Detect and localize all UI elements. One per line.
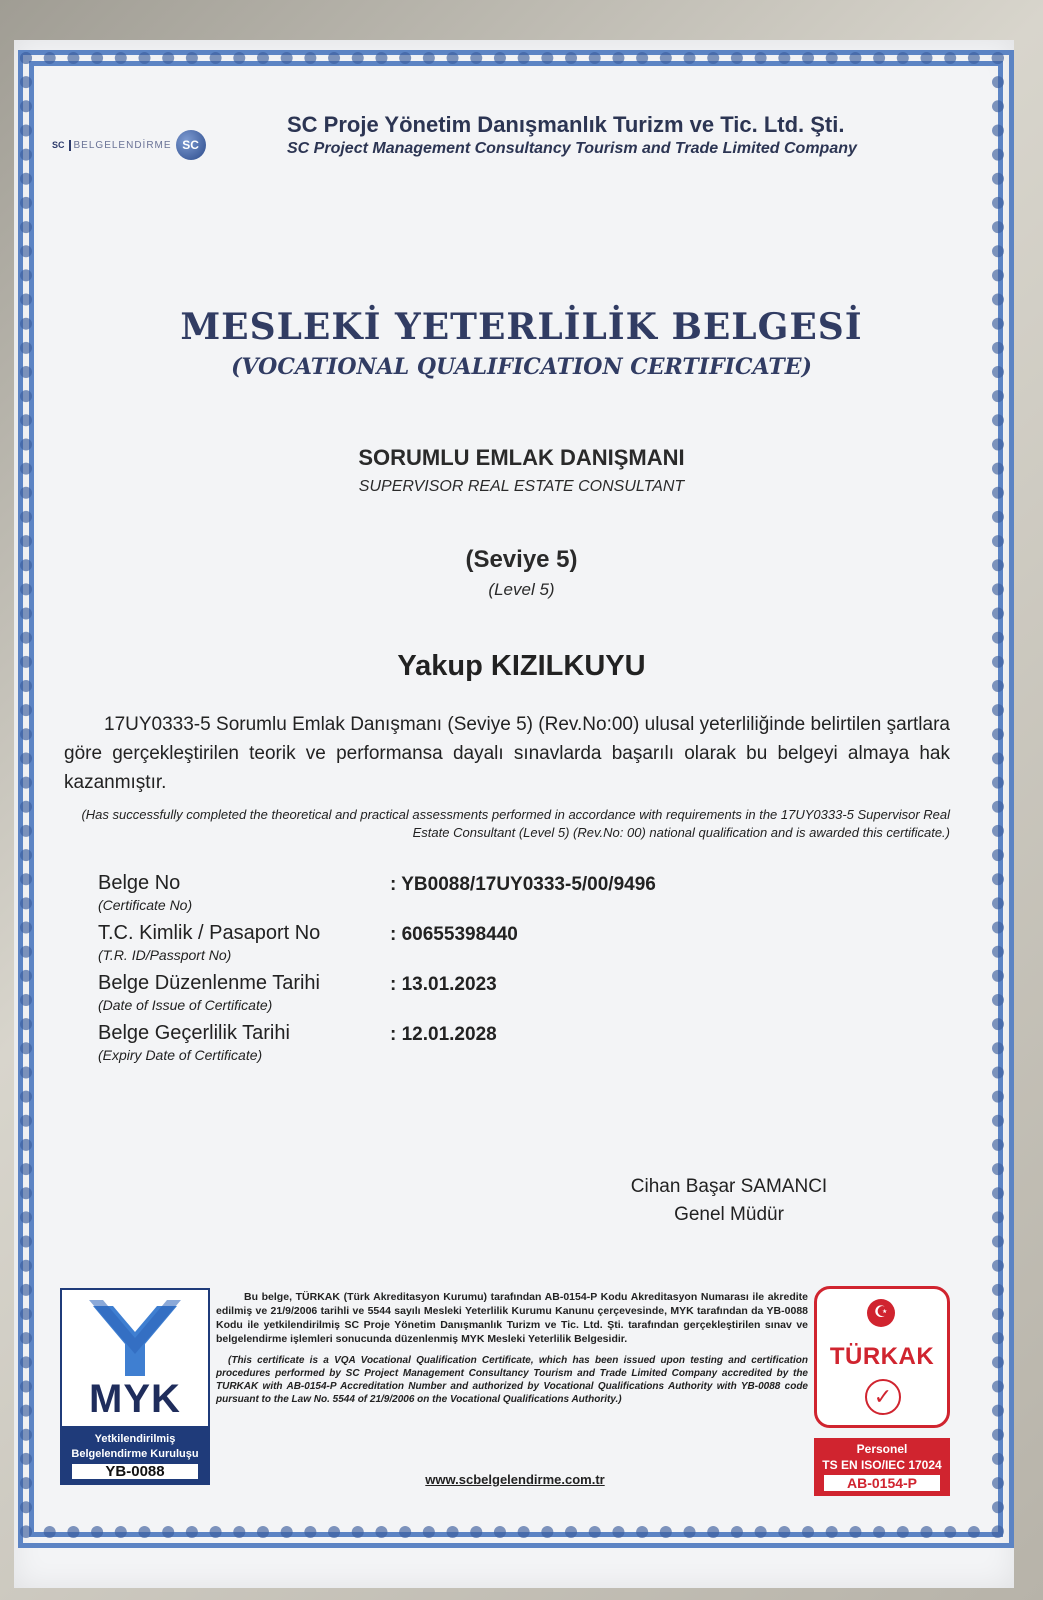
field-label: Belge No (98, 872, 181, 894)
certificate-fields (98, 872, 918, 1072)
certificate-title-tr: MESLEKİ YETERLİLİK BELGESİ (180, 306, 863, 348)
company-name-tr: SC Proje Yönetim Danışmanlık Turizm ve Tic. Ltd. Şti. (287, 112, 845, 137)
field-value: : 60655398440 (390, 924, 518, 945)
level-en: (Level 5) (488, 580, 555, 599)
field-value: : 13.01.2023 (390, 974, 497, 995)
turkak-word: TÜRKAK (829, 1343, 935, 1370)
website-link[interactable]: www.scbelgelendirme.com.tr (425, 1472, 605, 1487)
myk-caption-line2: Belgelendirme Kuruluşu (71, 1448, 199, 1460)
logo-sc-icon: SC (176, 130, 206, 160)
field-certificate-no (98, 872, 918, 922)
crescent-star-icon: ☪ (867, 1299, 895, 1327)
myk-emblem (60, 1288, 210, 1428)
field-label: Belge Düzenlenme Tarihi (98, 972, 320, 994)
company-header (287, 112, 947, 158)
signatory-name: Cihan Başar SAMANCI (630, 1176, 828, 1197)
level-tr: (Seviye 5) (465, 546, 578, 573)
turkak-caption-line2: TS EN ISO/IEC 17024 (822, 1458, 942, 1472)
field-label: Belge Geçerlilik Tarihi (98, 1022, 290, 1044)
statement-en: (Has successfully completed the theoretical and practical assessments performed in accordance with requirements in the 17UY0333-5 Supervisor Real Estate Consultant (Level 5) (Rev.No: 00) national qualification and is awarded this certificate.) (81, 807, 950, 840)
myk-word: MYK (89, 1377, 181, 1421)
field-label: T.C. Kimlik / Pasaport No (98, 922, 321, 944)
myk-logo (60, 1288, 210, 1496)
turkak-logo (814, 1286, 950, 1496)
field-sublabel: (Certificate No) (98, 897, 193, 913)
myk-y-icon (85, 1298, 185, 1378)
company-name-en: SC Project Management Consultancy Tourism and Trade Limited Company (287, 140, 857, 157)
logo-sc-text: SC (52, 140, 65, 150)
holder-name: Yakup KIZILKUYU (397, 650, 646, 682)
field-value: : YB0088/17UY0333-5/00/9496 (390, 874, 656, 895)
turkak-code: AB-0154-P (822, 1473, 942, 1493)
field-sublabel: (T.R. ID/Passport No) (98, 947, 232, 963)
field-issue-date (98, 972, 918, 1022)
turkak-caption (814, 1438, 950, 1496)
field-value: : 12.01.2028 (390, 1024, 497, 1045)
signatory-role: Genel Müdür (674, 1204, 784, 1225)
field-sublabel: (Expiry Date of Certificate) (98, 1047, 263, 1063)
myk-caption-line1: Yetkilendirilmiş (94, 1433, 176, 1445)
turkak-badge (814, 1286, 950, 1428)
certificate-title-en: (VOCATIONAL QUALIFICATION CERTIFICATE) (231, 354, 812, 380)
field-id-no (98, 922, 918, 972)
statement-tr: 17UY0333-5 Sorumlu Emlak Danışmanı (Seviye 5) (Rev.No:00) ulusal yeterliliğinde belirtilen şartlara göre gerçekleştirilen teorik ve performansa dayalı sınavlarda başarılı olarak bu belgeyi almaya hak kazanmıştır. (64, 714, 950, 793)
myk-caption (60, 1428, 210, 1485)
checkmark-icon: ✓ (865, 1379, 901, 1415)
sc-belgelendirme-logo (52, 128, 206, 162)
qualification-tr: SORUMLU EMLAK DANIŞMANI (358, 445, 685, 470)
accreditation-text-en: (This certificate is a VQA Vocational Qualification Certificate, which has been issued upon testing and certification procedures performed by SC Project Management Consultancy Tourism and Trade Limited Company accredited by the TURKAK with AB-0154-P Accreditation Number and authorized by Vocational Qualifications Authority with YB-0088 code pursuant to the Law No. 5544 of 21/9/2006 on the Vocational Qualifications Authority.) (216, 1355, 808, 1405)
field-expiry-date (98, 1022, 918, 1072)
logo-brand-text: BELGELENDİRME (69, 140, 172, 151)
myk-code: YB-0088 (70, 1462, 200, 1481)
signatory (604, 1176, 854, 1226)
turkak-caption-line1: Personel (856, 1442, 908, 1456)
qualification-en: SUPERVISOR REAL ESTATE CONSULTANT (358, 478, 685, 495)
accreditation-text-tr: Bu belge, TÜRKAK (Türk Akreditasyon Kurumu) tarafından AB-0154-P Kodu Akreditasyon Numarası ile akredite edilmiş ve 21/9/2006 tarihli ve 5544 sayılı Mesleki Yeterlilik Kurumu Kanunu çerçevesinde, MYK tarafından da YB-0088 Kodu ile yetkilendirilmiş SC Proje Yönetim Danışmanlık Turizm ve Tic. Ltd. Şti. tarafından gerçekleştirilen sınav ve belgelendirme işlemleri sonucunda düzenlenmiş MYK Mesleki Yeterlilik Belgesidir. (216, 1291, 808, 1345)
field-sublabel: (Date of Issue of Certificate) (98, 997, 273, 1013)
accreditation-note (216, 1290, 808, 1406)
